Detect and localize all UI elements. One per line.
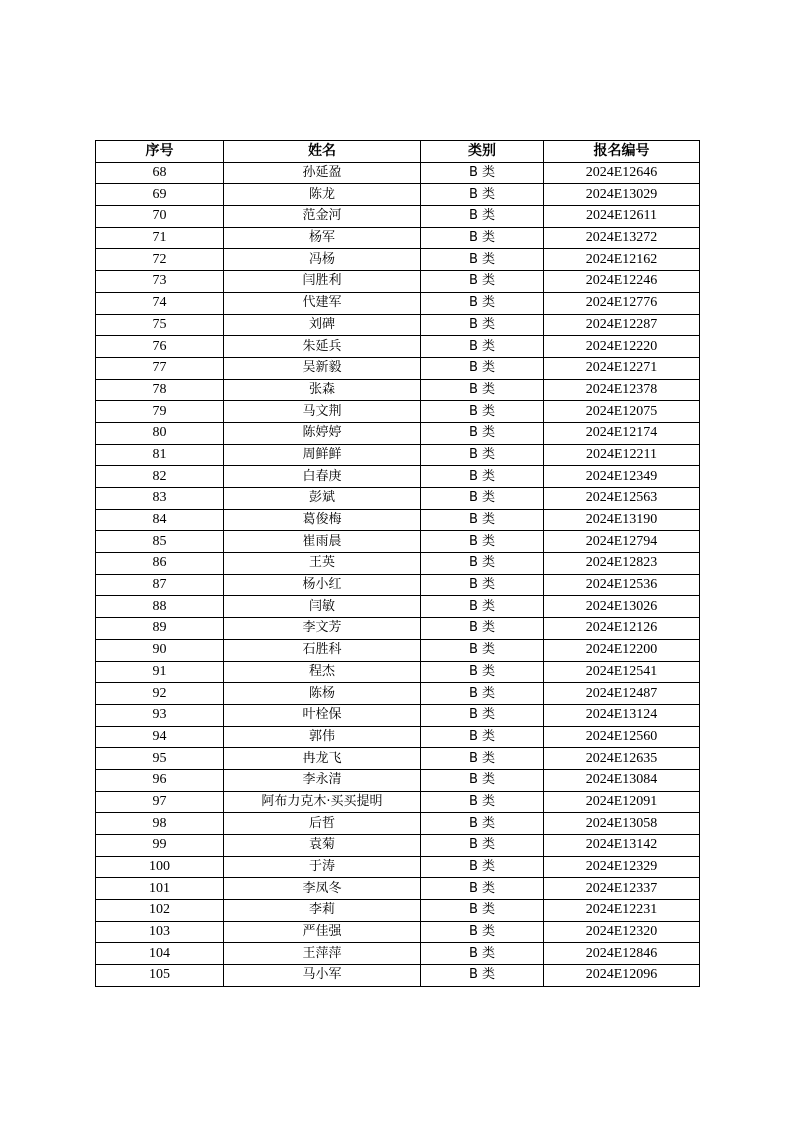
cell-name: 冯杨 [224, 249, 421, 271]
cell-registration-number: 2024E12096 [544, 965, 700, 987]
cell-registration-number: 2024E12846 [544, 943, 700, 965]
cell-name: 孙延盈 [224, 162, 421, 184]
table-row [96, 639, 700, 661]
cell-registration-number: 2024E12794 [544, 531, 700, 553]
cell-category: B 类 [421, 791, 544, 813]
cell-serial-number: 99 [96, 835, 224, 857]
table-row [96, 271, 700, 293]
cell-category: B 类 [421, 227, 544, 249]
cell-registration-number: 2024E12563 [544, 488, 700, 510]
cell-name: 李永清 [224, 769, 421, 791]
cell-serial-number: 87 [96, 574, 224, 596]
cell-category: B 类 [421, 466, 544, 488]
roster-table-container [95, 140, 699, 987]
cell-serial-number: 85 [96, 531, 224, 553]
cell-registration-number: 2024E12075 [544, 401, 700, 423]
table-row [96, 162, 700, 184]
table-row [96, 856, 700, 878]
table-row [96, 466, 700, 488]
cell-name: 严佳强 [224, 921, 421, 943]
table-row [96, 813, 700, 835]
cell-name: 张森 [224, 379, 421, 401]
cell-serial-number: 75 [96, 314, 224, 336]
table-row [96, 661, 700, 683]
cell-registration-number: 2024E12635 [544, 748, 700, 770]
cell-registration-number: 2024E12271 [544, 357, 700, 379]
table-row [96, 444, 700, 466]
cell-category: B 类 [421, 553, 544, 575]
table-row [96, 357, 700, 379]
table-row [96, 683, 700, 705]
table-row [96, 509, 700, 531]
cell-serial-number: 98 [96, 813, 224, 835]
header-name: 姓名 [224, 141, 421, 163]
cell-registration-number: 2024E13026 [544, 596, 700, 618]
cell-category: B 类 [421, 748, 544, 770]
cell-serial-number: 76 [96, 336, 224, 358]
cell-name: 闫敏 [224, 596, 421, 618]
cell-registration-number: 2024E12091 [544, 791, 700, 813]
cell-category: B 类 [421, 292, 544, 314]
cell-name: 李文芳 [224, 618, 421, 640]
cell-serial-number: 91 [96, 661, 224, 683]
cell-serial-number: 73 [96, 271, 224, 293]
cell-category: B 类 [421, 206, 544, 228]
cell-registration-number: 2024E12174 [544, 422, 700, 444]
cell-category: B 类 [421, 856, 544, 878]
cell-name: 吴新毅 [224, 357, 421, 379]
cell-registration-number: 2024E12337 [544, 878, 700, 900]
table-row [96, 488, 700, 510]
cell-category: B 类 [421, 401, 544, 423]
cell-serial-number: 94 [96, 726, 224, 748]
cell-name: 冉龙飞 [224, 748, 421, 770]
table-row [96, 249, 700, 271]
cell-serial-number: 80 [96, 422, 224, 444]
table-row [96, 422, 700, 444]
cell-name: 程杰 [224, 661, 421, 683]
cell-serial-number: 68 [96, 162, 224, 184]
table-row [96, 206, 700, 228]
cell-registration-number: 2024E13029 [544, 184, 700, 206]
cell-registration-number: 2024E12487 [544, 683, 700, 705]
cell-name: 郭伟 [224, 726, 421, 748]
cell-serial-number: 71 [96, 227, 224, 249]
cell-category: B 类 [421, 683, 544, 705]
cell-category: B 类 [421, 878, 544, 900]
cell-serial-number: 88 [96, 596, 224, 618]
cell-serial-number: 82 [96, 466, 224, 488]
cell-category: B 类 [421, 704, 544, 726]
cell-category: B 类 [421, 965, 544, 987]
cell-serial-number: 69 [96, 184, 224, 206]
cell-registration-number: 2024E12823 [544, 553, 700, 575]
cell-category: B 类 [421, 444, 544, 466]
cell-category: B 类 [421, 531, 544, 553]
table-row [96, 574, 700, 596]
cell-serial-number: 105 [96, 965, 224, 987]
cell-category: B 类 [421, 509, 544, 531]
table-row [96, 292, 700, 314]
cell-category: B 类 [421, 184, 544, 206]
cell-registration-number: 2024E12287 [544, 314, 700, 336]
cell-name: 范金河 [224, 206, 421, 228]
cell-registration-number: 2024E12162 [544, 249, 700, 271]
cell-registration-number: 2024E13058 [544, 813, 700, 835]
table-row [96, 704, 700, 726]
cell-category: B 类 [421, 618, 544, 640]
cell-name: 陈杨 [224, 683, 421, 705]
cell-serial-number: 96 [96, 769, 224, 791]
cell-serial-number: 104 [96, 943, 224, 965]
cell-registration-number: 2024E12211 [544, 444, 700, 466]
cell-registration-number: 2024E12378 [544, 379, 700, 401]
table-row [96, 401, 700, 423]
cell-category: B 类 [421, 422, 544, 444]
cell-name: 袁菊 [224, 835, 421, 857]
cell-registration-number: 2024E12220 [544, 336, 700, 358]
cell-registration-number: 2024E12541 [544, 661, 700, 683]
cell-registration-number: 2024E12126 [544, 618, 700, 640]
cell-serial-number: 101 [96, 878, 224, 900]
cell-name: 王萍萍 [224, 943, 421, 965]
cell-category: B 类 [421, 726, 544, 748]
cell-registration-number: 2024E12536 [544, 574, 700, 596]
cell-serial-number: 72 [96, 249, 224, 271]
table-row [96, 618, 700, 640]
cell-name: 代建军 [224, 292, 421, 314]
table-row [96, 553, 700, 575]
cell-registration-number: 2024E13084 [544, 769, 700, 791]
header-registration-number: 报名编号 [544, 141, 700, 163]
cell-category: B 类 [421, 835, 544, 857]
cell-name: 李莉 [224, 900, 421, 922]
header-serial-number: 序号 [96, 141, 224, 163]
table-header-row [96, 141, 700, 163]
table-row [96, 921, 700, 943]
cell-name: 李凤冬 [224, 878, 421, 900]
cell-name: 杨小红 [224, 574, 421, 596]
table-row [96, 878, 700, 900]
cell-name: 闫胜利 [224, 271, 421, 293]
cell-category: B 类 [421, 271, 544, 293]
cell-registration-number: 2024E12320 [544, 921, 700, 943]
cell-name: 葛俊梅 [224, 509, 421, 531]
cell-category: B 类 [421, 596, 544, 618]
cell-name: 崔雨晨 [224, 531, 421, 553]
table-row [96, 900, 700, 922]
cell-serial-number: 84 [96, 509, 224, 531]
cell-registration-number: 2024E12560 [544, 726, 700, 748]
cell-category: B 类 [421, 249, 544, 271]
cell-category: B 类 [421, 574, 544, 596]
cell-registration-number: 2024E12200 [544, 639, 700, 661]
table-row [96, 943, 700, 965]
cell-category: B 类 [421, 336, 544, 358]
cell-registration-number: 2024E12329 [544, 856, 700, 878]
cell-serial-number: 79 [96, 401, 224, 423]
table-row [96, 726, 700, 748]
cell-category: B 类 [421, 943, 544, 965]
cell-category: B 类 [421, 379, 544, 401]
cell-name: 石胜科 [224, 639, 421, 661]
cell-name: 后哲 [224, 813, 421, 835]
table-row [96, 531, 700, 553]
cell-name: 彭斌 [224, 488, 421, 510]
cell-registration-number: 2024E13142 [544, 835, 700, 857]
table-row [96, 748, 700, 770]
cell-name: 陈龙 [224, 184, 421, 206]
cell-serial-number: 78 [96, 379, 224, 401]
table-row [96, 336, 700, 358]
table-row [96, 835, 700, 857]
cell-serial-number: 89 [96, 618, 224, 640]
header-category: 类别 [421, 141, 544, 163]
table-row [96, 596, 700, 618]
table-row [96, 314, 700, 336]
cell-category: B 类 [421, 314, 544, 336]
cell-serial-number: 97 [96, 791, 224, 813]
cell-name: 叶栓保 [224, 704, 421, 726]
cell-name: 马文荆 [224, 401, 421, 423]
cell-name: 阿布力克木·买买提明 [224, 791, 421, 813]
cell-name: 刘碑 [224, 314, 421, 336]
cell-name: 王英 [224, 553, 421, 575]
cell-registration-number: 2024E13124 [544, 704, 700, 726]
table-body [96, 162, 700, 986]
table-row [96, 184, 700, 206]
cell-category: B 类 [421, 921, 544, 943]
cell-serial-number: 81 [96, 444, 224, 466]
cell-category: B 类 [421, 639, 544, 661]
cell-registration-number: 2024E12231 [544, 900, 700, 922]
cell-serial-number: 74 [96, 292, 224, 314]
cell-name: 朱延兵 [224, 336, 421, 358]
cell-name: 杨军 [224, 227, 421, 249]
cell-name: 马小军 [224, 965, 421, 987]
cell-registration-number: 2024E12611 [544, 206, 700, 228]
cell-serial-number: 86 [96, 553, 224, 575]
cell-serial-number: 83 [96, 488, 224, 510]
cell-serial-number: 100 [96, 856, 224, 878]
cell-name: 于涛 [224, 856, 421, 878]
cell-category: B 类 [421, 900, 544, 922]
cell-name: 白春庚 [224, 466, 421, 488]
table-row [96, 791, 700, 813]
cell-category: B 类 [421, 357, 544, 379]
cell-name: 陈婷婷 [224, 422, 421, 444]
cell-category: B 类 [421, 162, 544, 184]
cell-registration-number: 2024E12349 [544, 466, 700, 488]
table-row [96, 965, 700, 987]
cell-serial-number: 77 [96, 357, 224, 379]
table-row [96, 227, 700, 249]
cell-category: B 类 [421, 661, 544, 683]
cell-registration-number: 2024E12776 [544, 292, 700, 314]
cell-serial-number: 92 [96, 683, 224, 705]
cell-serial-number: 95 [96, 748, 224, 770]
cell-serial-number: 103 [96, 921, 224, 943]
cell-registration-number: 2024E13190 [544, 509, 700, 531]
table-row [96, 769, 700, 791]
table-row [96, 379, 700, 401]
cell-serial-number: 90 [96, 639, 224, 661]
roster-table [95, 140, 700, 987]
cell-category: B 类 [421, 769, 544, 791]
cell-registration-number: 2024E12646 [544, 162, 700, 184]
cell-registration-number: 2024E12246 [544, 271, 700, 293]
cell-category: B 类 [421, 813, 544, 835]
cell-serial-number: 70 [96, 206, 224, 228]
cell-name: 周鲜鲜 [224, 444, 421, 466]
cell-serial-number: 93 [96, 704, 224, 726]
cell-registration-number: 2024E13272 [544, 227, 700, 249]
cell-serial-number: 102 [96, 900, 224, 922]
cell-category: B 类 [421, 488, 544, 510]
